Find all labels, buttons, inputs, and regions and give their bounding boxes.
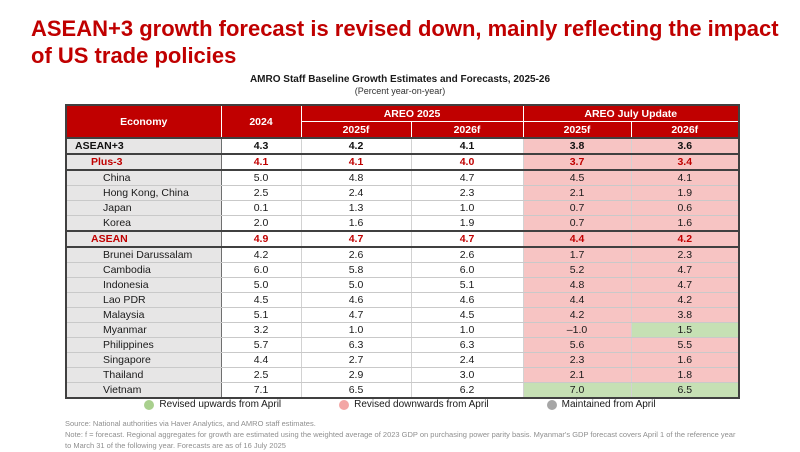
column-header-july-2026f: 2026f	[631, 122, 739, 139]
economy-label: Cambodia	[66, 263, 221, 278]
forecast-cell: 4.3	[221, 138, 301, 154]
economy-label: Brunei Darussalam	[66, 247, 221, 263]
july-update-cell: 4.8	[523, 278, 631, 293]
table-body	[66, 138, 739, 398]
forecast-cell: 2.6	[411, 247, 523, 263]
legend-label: Revised upwards from April	[159, 399, 282, 410]
july-update-cell: 3.8	[523, 138, 631, 154]
forecast-cell: 7.1	[221, 383, 301, 399]
economy-label: Singapore	[66, 353, 221, 368]
forecast-cell: 1.0	[301, 323, 411, 338]
column-group-areo-july-update: AREO July Update	[523, 105, 739, 122]
july-update-cell: 3.6	[631, 138, 739, 154]
column-group-areo-2025: AREO 2025	[301, 105, 523, 122]
july-update-cell: 3.4	[631, 154, 739, 170]
forecast-cell: 5.8	[301, 263, 411, 278]
july-update-cell: 1.5	[631, 323, 739, 338]
column-header-2024: 2024	[221, 105, 301, 138]
july-update-cell: 4.1	[631, 170, 739, 186]
forecast-cell: 4.2	[301, 138, 411, 154]
forecast-cell: 1.9	[411, 216, 523, 232]
table-row	[66, 383, 739, 399]
table-row	[66, 201, 739, 216]
forecast-cell: 4.7	[301, 308, 411, 323]
economy-label: Malaysia	[66, 308, 221, 323]
july-update-cell: –1.0	[523, 323, 631, 338]
maintained-dot-icon	[547, 400, 557, 410]
legend-item-maintained	[547, 399, 656, 410]
july-update-cell: 4.2	[631, 231, 739, 247]
legend-label: Maintained from April	[561, 399, 656, 410]
revised-up-dot-icon	[144, 400, 154, 410]
revised-down-dot-icon	[339, 400, 349, 410]
footnote-source: Source: National authorities via Haver Analytics, and AMRO staff estimates.	[65, 419, 316, 428]
july-update-cell: 0.7	[523, 216, 631, 232]
legend-item-revised-up	[144, 399, 281, 410]
july-update-cell: 3.8	[631, 308, 739, 323]
forecast-cell: 4.4	[221, 353, 301, 368]
legend-label: Revised downwards from April	[354, 399, 489, 410]
forecast-cell: 4.1	[221, 154, 301, 170]
forecast-cell: 2.3	[411, 186, 523, 201]
table-row	[66, 154, 739, 170]
july-update-cell: 4.2	[631, 293, 739, 308]
forecast-cell: 2.6	[301, 247, 411, 263]
july-update-cell: 3.7	[523, 154, 631, 170]
july-update-cell: 7.0	[523, 383, 631, 399]
forecast-cell: 4.9	[221, 231, 301, 247]
forecast-cell: 4.7	[411, 231, 523, 247]
july-update-cell: 4.2	[523, 308, 631, 323]
economy-label: Lao PDR	[66, 293, 221, 308]
forecast-cell: 5.0	[221, 170, 301, 186]
forecast-cell: 2.0	[221, 216, 301, 232]
forecast-cell: 4.1	[301, 154, 411, 170]
table-row	[66, 368, 739, 383]
economy-label: Korea	[66, 216, 221, 232]
economy-label: Philippines	[66, 338, 221, 353]
footnote-note: Note: f = forecast. Regional aggregates for growth are estimated using the weighted average of 2023 GDP on purchasing power parity basis. Myanmar's GDP forecast covers April 1 of the reference year to March 31 of the following year. Forecasts are as of 16 July 2025	[65, 429, 736, 450]
table-row	[66, 263, 739, 278]
july-update-cell: 1.6	[631, 353, 739, 368]
july-update-cell: 0.7	[523, 201, 631, 216]
economy-label: Vietnam	[66, 383, 221, 399]
july-update-cell: 2.1	[523, 368, 631, 383]
forecast-cell: 5.7	[221, 338, 301, 353]
table-row	[66, 323, 739, 338]
july-update-cell: 1.8	[631, 368, 739, 383]
forecast-cell: 6.3	[301, 338, 411, 353]
forecast-cell: 2.7	[301, 353, 411, 368]
july-update-cell: 5.2	[523, 263, 631, 278]
table-row	[66, 278, 739, 293]
table-row	[66, 353, 739, 368]
forecast-cell: 6.5	[301, 383, 411, 399]
july-update-cell: 2.3	[523, 353, 631, 368]
july-update-cell: 4.4	[523, 293, 631, 308]
forecast-cell: 6.3	[411, 338, 523, 353]
forecast-cell: 4.7	[411, 170, 523, 186]
july-update-cell: 1.9	[631, 186, 739, 201]
forecast-cell: 4.5	[411, 308, 523, 323]
legend-item-revised-down	[339, 399, 489, 410]
economy-label: Hong Kong, China	[66, 186, 221, 201]
forecast-cell: 4.1	[411, 138, 523, 154]
footnotes	[65, 419, 743, 452]
july-update-cell: 1.7	[523, 247, 631, 263]
forecast-cell: 3.0	[411, 368, 523, 383]
forecast-cell: 6.2	[411, 383, 523, 399]
table-row	[66, 170, 739, 186]
july-update-cell: 2.1	[523, 186, 631, 201]
column-header-july-2025f: 2025f	[523, 122, 631, 139]
forecast-table	[65, 104, 740, 399]
july-update-cell: 4.7	[631, 263, 739, 278]
forecast-cell: 3.2	[221, 323, 301, 338]
slide-title: ASEAN+3 growth forecast is revised down, mainly reflecting the impact of US trade policies	[31, 16, 779, 68]
column-header-areo2025-2025f: 2025f	[301, 122, 411, 139]
table-title: AMRO Staff Baseline Growth Estimates and Forecasts, 2025-26	[249, 74, 551, 85]
economy-label: China	[66, 170, 221, 186]
table-units: (Percent year-on-year)	[354, 86, 446, 96]
forecast-cell: 2.5	[221, 186, 301, 201]
column-header-areo2025-2026f: 2026f	[411, 122, 523, 139]
forecast-cell: 6.0	[411, 263, 523, 278]
forecast-cell: 6.0	[221, 263, 301, 278]
july-update-cell: 5.5	[631, 338, 739, 353]
economy-label: Japan	[66, 201, 221, 216]
forecast-cell: 5.1	[221, 308, 301, 323]
july-update-cell: 5.6	[523, 338, 631, 353]
july-update-cell: 4.5	[523, 170, 631, 186]
forecast-cell: 0.1	[221, 201, 301, 216]
july-update-cell: 4.4	[523, 231, 631, 247]
table-row	[66, 138, 739, 154]
july-update-cell: 4.7	[631, 278, 739, 293]
forecast-cell: 4.0	[411, 154, 523, 170]
economy-label: Plus-3	[66, 154, 221, 170]
economy-label: ASEAN+3	[66, 138, 221, 154]
july-update-cell: 1.6	[631, 216, 739, 232]
forecast-cell: 4.7	[301, 231, 411, 247]
forecast-cell: 4.5	[221, 293, 301, 308]
forecast-cell: 4.2	[221, 247, 301, 263]
table-row	[66, 216, 739, 232]
table-row	[66, 231, 739, 247]
economy-label: ASEAN	[66, 231, 221, 247]
economy-label: Thailand	[66, 368, 221, 383]
forecast-cell: 5.1	[411, 278, 523, 293]
economy-label: Myanmar	[66, 323, 221, 338]
forecast-cell: 4.8	[301, 170, 411, 186]
forecast-cell: 2.5	[221, 368, 301, 383]
table-row	[66, 186, 739, 201]
forecast-cell: 2.4	[411, 353, 523, 368]
july-update-cell: 0.6	[631, 201, 739, 216]
forecast-cell: 5.0	[221, 278, 301, 293]
column-header-economy: Economy	[66, 105, 221, 138]
forecast-cell: 4.6	[301, 293, 411, 308]
table-row	[66, 247, 739, 263]
forecast-cell: 5.0	[301, 278, 411, 293]
table-row	[66, 338, 739, 353]
forecast-cell: 1.0	[411, 323, 523, 338]
forecast-cell: 2.9	[301, 368, 411, 383]
forecast-cell: 4.6	[411, 293, 523, 308]
table-row	[66, 293, 739, 308]
table-row	[66, 308, 739, 323]
july-update-cell: 6.5	[631, 383, 739, 399]
forecast-cell: 1.3	[301, 201, 411, 216]
forecast-cell: 1.6	[301, 216, 411, 232]
table-header	[66, 105, 739, 138]
economy-label: Indonesia	[66, 278, 221, 293]
legend	[0, 399, 800, 410]
table-caption	[0, 74, 800, 96]
forecast-cell: 1.0	[411, 201, 523, 216]
july-update-cell: 2.3	[631, 247, 739, 263]
forecast-cell: 2.4	[301, 186, 411, 201]
